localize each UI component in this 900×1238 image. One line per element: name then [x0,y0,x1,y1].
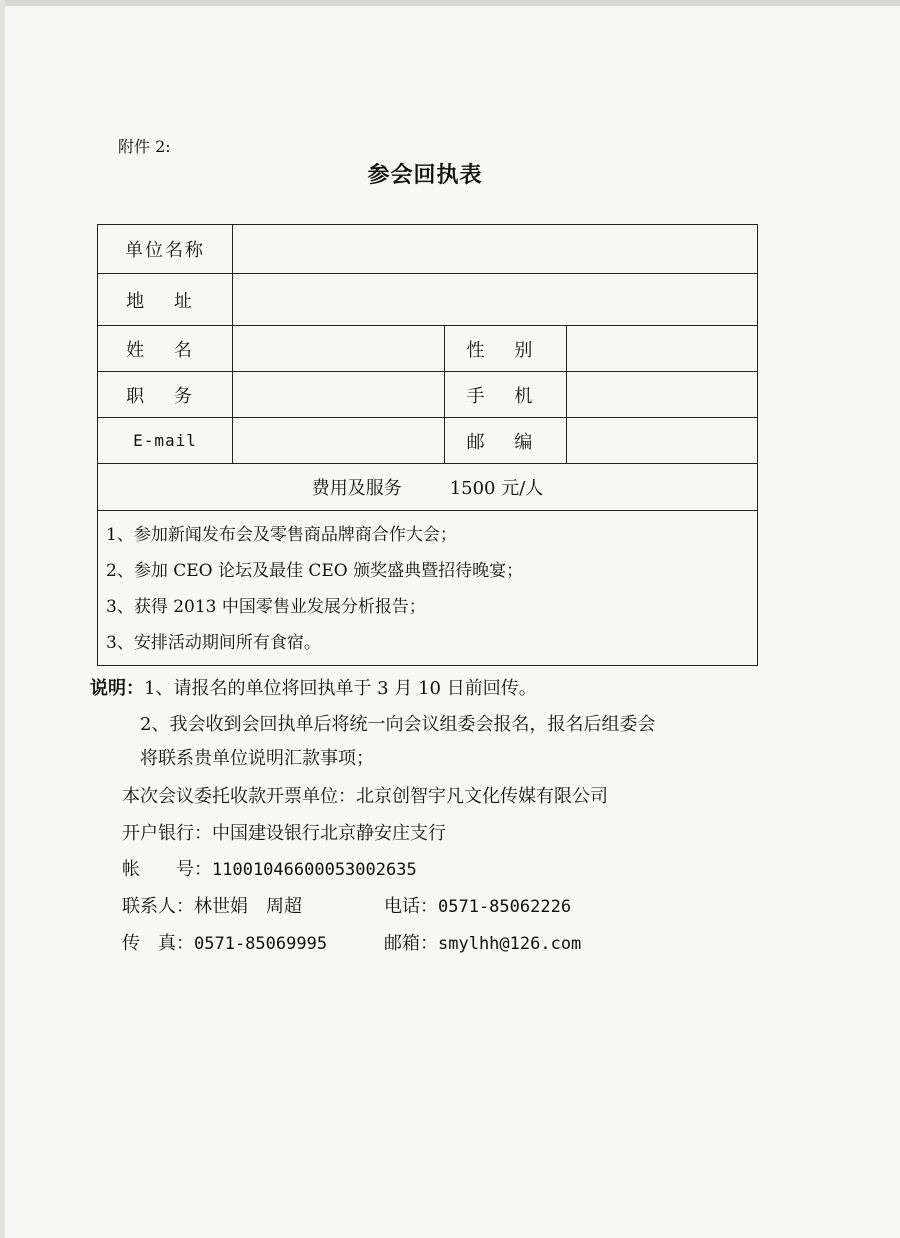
account-line [122,855,417,881]
bank-label: 开户银行： [122,823,212,844]
fax-label: 传 真： [122,933,194,954]
postcode-field[interactable] [567,418,758,464]
note-1 [90,674,537,700]
phone-line [384,892,571,918]
email-label-text: 邮箱： [384,933,438,954]
name-label: 姓 名 [98,326,233,372]
address-field[interactable] [233,274,758,326]
services-cell [98,511,758,666]
email-line [384,929,581,955]
fee-label: 费用及服务 [311,478,402,499]
service-item: 2、参加 CEO 论坛及最佳 CEO 颁奖盛典暨招待晚宴； [106,561,524,581]
fee-cell [98,464,758,511]
row-name-gender [98,326,758,372]
fax-value: 0571-85069995 [194,934,328,954]
position-label: 职 务 [98,372,233,418]
bank-value: 中国建设银行北京静安庄支行 [212,823,446,844]
row-address [98,274,758,326]
name-field[interactable] [233,326,445,372]
row-email-postcode [98,418,758,464]
unit-name-label: 单位名称 [98,225,233,274]
account-value: 11001046600053002635 [212,860,417,880]
note-item-2-line-2: 将联系贵单位说明汇款事项； [140,748,374,769]
contact-label: 联系人： [122,896,194,917]
contact-line [122,892,302,918]
email-value: smylhh@126.com [438,934,582,954]
mobile-label: 手 机 [445,372,567,418]
row-unit-name [98,225,758,274]
invoice-unit-value: 北京创智宇凡文化传媒有限公司 [356,786,608,807]
invoice-unit-line [122,782,608,808]
invoice-unit-label: 本次会议委托收款开票单位： [122,786,356,807]
row-fee [98,464,758,511]
note-item-1: 1、请报名的单位将回执单于 3 月 10 日前回传。 [144,678,537,699]
phone-value: 0571-85062226 [438,897,572,917]
contact-names: 林世娟 周超 [194,896,302,917]
address-label: 地 址 [98,274,233,326]
email-label: E-mail [98,418,233,464]
gender-label: 性 别 [445,326,567,372]
account-label: 帐 号： [122,859,212,880]
row-position-mobile [98,372,758,418]
scan-edge-top [0,0,900,6]
phone-label: 电话： [384,896,438,917]
bank-line [122,819,446,845]
service-item: 3、安排活动期间所有食宿。 [106,633,321,653]
service-item: 1、参加新闻发布会及零售商品牌商合作大会； [106,525,457,545]
registration-form-table [97,224,758,666]
page-title: 参会回执表 [367,162,483,188]
mobile-field[interactable] [567,372,758,418]
fax-line [122,929,327,955]
notes-heading: 说明： [90,678,144,699]
row-services [98,511,758,666]
note-item-2-line-1: 2、我会收到会回执单后将统一向会议组委会报名，报名后组委会 [140,714,656,735]
service-item: 3、获得 2013 中国零售业发展分析报告； [106,597,426,617]
fee-value: 1500 元/人 [449,478,544,499]
postcode-label: 邮 编 [445,418,567,464]
position-field[interactable] [233,372,445,418]
attachment-label: 附件 2: [118,137,171,156]
gender-field[interactable] [567,326,758,372]
unit-name-field[interactable] [233,225,758,274]
email-field[interactable] [233,418,445,464]
